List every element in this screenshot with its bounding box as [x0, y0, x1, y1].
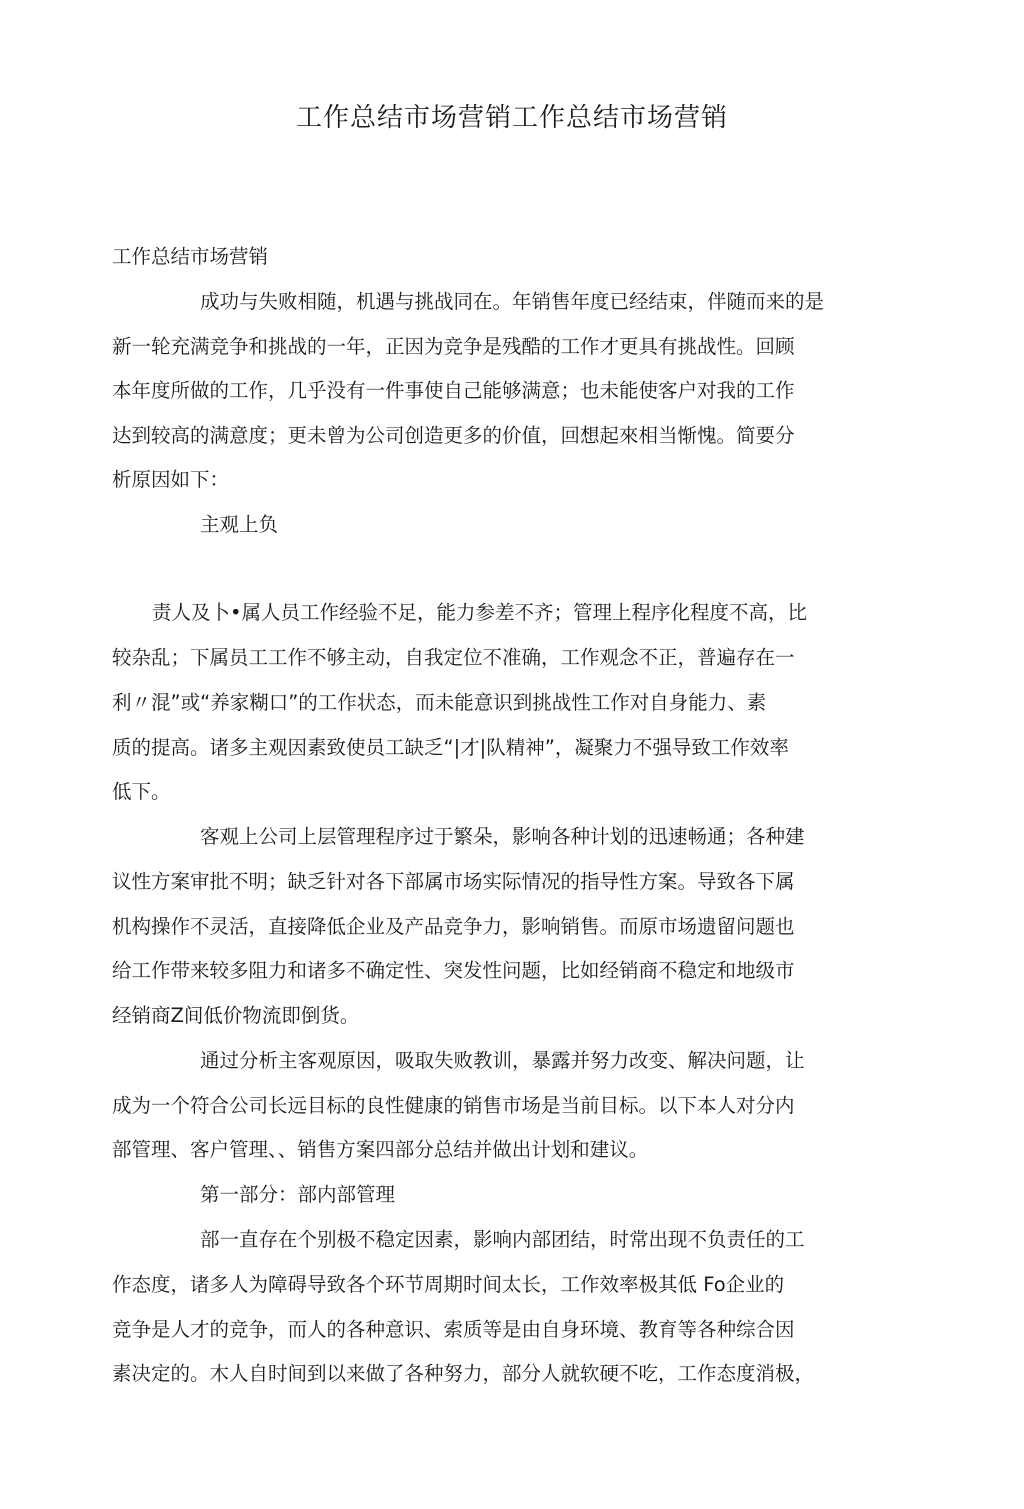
text-line: 达到较高的满意度；更未曾为公司创造更多的价值，回想起來相当惭愧。简要分 [112, 424, 795, 447]
document-title: 工作总结市场营销工作总结市场营销 [295, 103, 728, 133]
text-line: 利〃混”或“养家糊口”的工作状态，而未能意识到挑战性工作对自身能力、素 [112, 691, 767, 714]
text-line: 质的提高。诸多主观因素致使员工缺乏“|才|队精神”，凝聚力不强导致工作效率 [112, 736, 789, 759]
text-line: 竞争是人才的竞争，而人的各种意识、索质等是由自身环境、教育等各种综合因 [112, 1318, 795, 1341]
text-line: 主观上负 [200, 513, 279, 536]
section-heading: 第一部分：部内部管理 [200, 1183, 396, 1206]
text-line: 客观上公司上层管理程序过于繁朵，影响各种计划的迅速畅通；各种建 [200, 825, 805, 848]
text-line: 部一直存在个别极不稳定因素，影响内部团结，时常出现不负责任的工 [200, 1228, 805, 1251]
text-line: 机构操作不灵活，直接降低企业及产品竞争力，影响销售。而原市场遗留问题也 [112, 915, 795, 938]
text-line: 给工作带来较多阻力和诸多不确定性、突发性问题，比如经销商不稳定和地级市 [112, 959, 795, 982]
text-line: 议性方案审批不明；缺乏针对各下部属市场实际情况的指导性方案。导致各下属 [112, 870, 795, 893]
text-line: 低下。 [112, 780, 171, 803]
text-line: 经销商Z间低价物流即倒货。 [112, 1004, 360, 1027]
text-line: 作态度，诸多人为障碍导致各个环节周期时间太长，工作效率极其低 Fo企业的 [112, 1273, 785, 1296]
document-subtitle: 工作总结市场营销 [112, 245, 269, 268]
text-line: 素决定的。木人自时间到以来做了各种努力，部分人就软硬不吃，工作态度消极， [112, 1362, 815, 1385]
text-line: 通过分析主客观原因，吸取失败教训，暴露并努力改变、解决问题，让 [200, 1049, 805, 1072]
text-line: 成为一个符合公司长远目标的良性健康的销售市场是当前目标。以下本人对分内 [112, 1094, 795, 1117]
text-line: 成功与失败相随，机遇与挑战同在。年销售年度已经结束，伴随而来的是 [200, 290, 825, 313]
text-line: 析原因如下： [112, 468, 230, 491]
text-line: 新一轮充满竞争和挑战的一年，正因为竞争是残酷的工作才更具有挑战性。回顾 [112, 335, 795, 358]
text-line: 较杂乱；下属员工工作不够主动，自我定位不准确，工作观念不正，普遍存在一 [112, 646, 795, 669]
text-line: 本年度所做的工作，几乎没有一件事使自己能够满意；也未能使客户对我的工作 [112, 379, 795, 402]
text-line: 责人及卜•属人员工作经验不足，能力参差不齐；管理上程序化程度不高，比 [152, 601, 808, 624]
text-line: 部管理、客户管理、、销售方案四部分总结并做出计划和建议。 [112, 1138, 649, 1161]
